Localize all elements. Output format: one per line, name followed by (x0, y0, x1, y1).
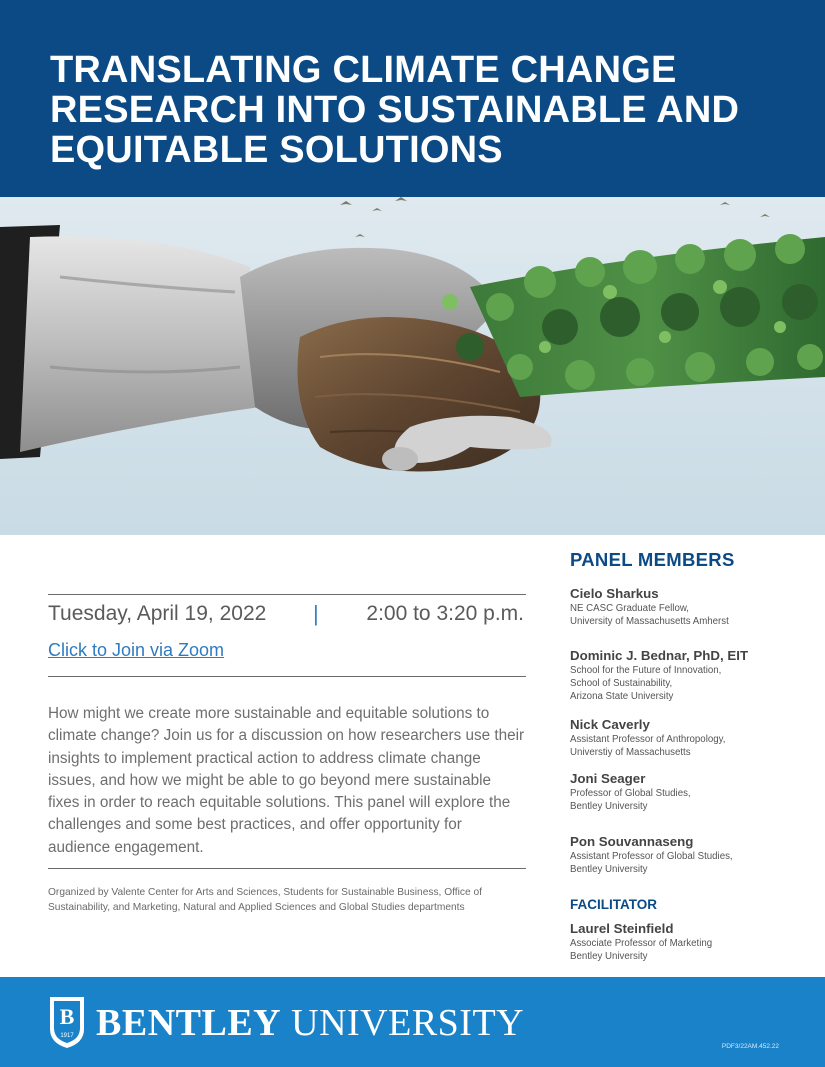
member-affiliation: University of Massachusetts Amherst (570, 616, 729, 627)
zoom-join-link[interactable]: Click to Join via Zoom (48, 640, 225, 660)
header-banner (0, 0, 825, 197)
member-affiliation: School for the Future of Innovation, (570, 665, 722, 676)
event-time: 2:00 to 3:20 p.m. (366, 602, 524, 625)
handshake-vines-image (0, 197, 825, 535)
member-affiliation: Assistant Professor of Anthropology, (570, 734, 726, 745)
panel-member (570, 716, 820, 759)
university-wordmark (96, 1001, 524, 1045)
facilitator-heading: FACILITATOR (570, 897, 657, 912)
facilitator-affiliation: Bentley University (570, 951, 648, 962)
divider (48, 676, 526, 677)
wordmark-rest: UNIVERSITY (281, 1002, 525, 1044)
organizers-note: Organized by Valente Center for Arts and Sciences, Students for Sustainable Business, Office of Sustainability, and Marketing, Natural and Applied Sciences and Global Studies departments (48, 887, 482, 913)
title-line: RESEARCH INTO SUSTAINABLE AND (50, 89, 740, 131)
member-name: Nick Caverly (570, 717, 650, 732)
facilitator-affiliation: Associate Professor of Marketing (570, 938, 713, 949)
crest-year: 1917 (60, 1033, 74, 1039)
print-code: PDF3/22AM.452.22 (721, 1043, 779, 1050)
footer-banner (0, 977, 825, 1067)
title-line: TRANSLATING CLIMATE CHANGE (50, 49, 677, 91)
member-affiliation: School of Sustainability, (570, 678, 673, 689)
member-name: Pon Souvannaseng (570, 834, 694, 849)
panel-members-heading: PANEL MEMBERS (570, 549, 735, 570)
crest-letter: B (59, 1004, 75, 1029)
bentley-crest-logo (48, 995, 86, 1049)
title-line: EQUITABLE SOLUTIONS (50, 129, 503, 171)
member-name: Cielo Sharkus (570, 586, 659, 601)
facilitator-name: Laurel Steinfield (570, 921, 674, 936)
member-affiliation: Universtiy of Massachusetts (570, 747, 691, 758)
event-description: How might we create more sustainable and equitable solutions to climate change? Join us for a discussion on how researchers use their insights to implement practical action to address climate change issues, and how we might be able to go beyond mere sustainable fixes in order to reach equitable solutions. This panel will explore the challenges and some best practices, and offer opportunity for audience engagement. (48, 705, 525, 856)
member-affiliation: Professor of Global Studies, (570, 788, 691, 799)
page-title (50, 50, 790, 170)
divider (48, 868, 526, 869)
date-time-row (48, 602, 526, 632)
member-affiliation: Bentley University (570, 801, 648, 812)
panel-member (570, 585, 820, 628)
member-affiliation: Assistant Professor of Global Studies, (570, 851, 733, 862)
member-affiliation: Arizona State University (570, 691, 674, 702)
divider (48, 594, 526, 595)
date-time-separator: | (313, 601, 319, 626)
member-affiliation: NE CASC Graduate Fellow, (570, 603, 689, 614)
wordmark-bold: BENTLEY (96, 1002, 282, 1044)
panel-member (570, 647, 820, 703)
facilitator (570, 920, 820, 963)
panel-member (570, 770, 820, 813)
event-date: Tuesday, April 19, 2022 (48, 602, 267, 625)
member-name: Joni Seager (570, 771, 646, 786)
member-name: Dominic J. Bednar, PhD, EIT (570, 648, 749, 663)
panel-member (570, 833, 820, 876)
member-affiliation: Bentley University (570, 864, 648, 875)
